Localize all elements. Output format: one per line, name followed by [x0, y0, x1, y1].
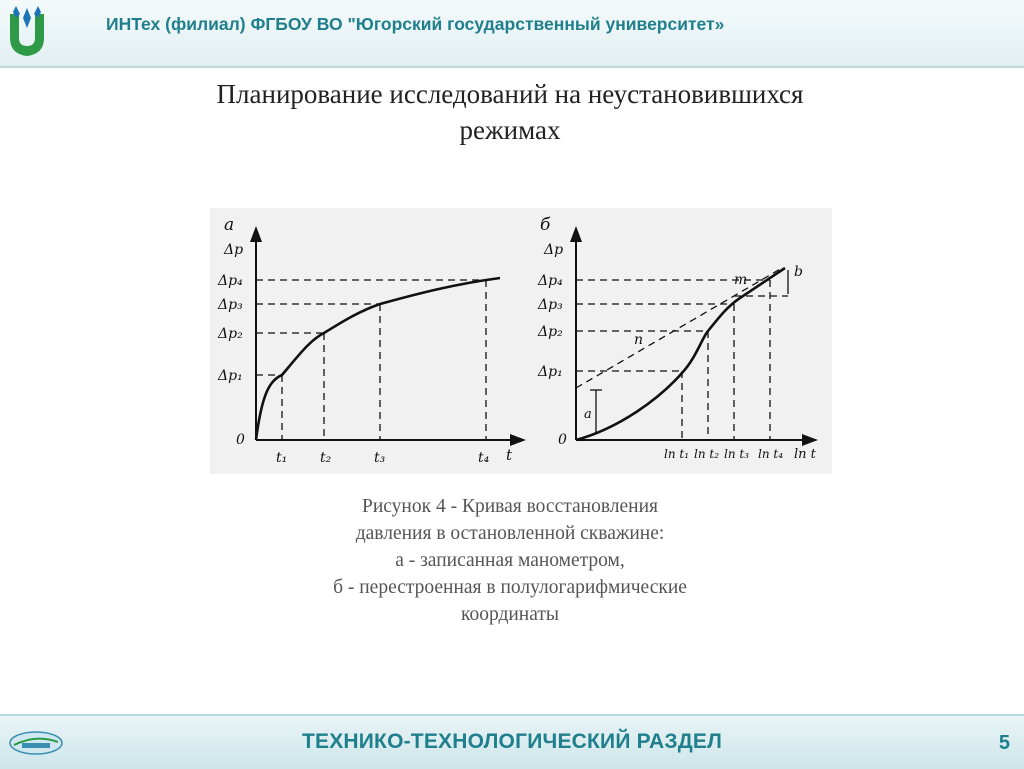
figure-svg — [210, 208, 832, 474]
graph-a-tick-dp4: Δp₄ — [218, 273, 243, 289]
caption-line4: б - перестроенная в полулогарифмические — [333, 577, 687, 598]
graph-b-tick-lnt2: ln t₂ — [694, 447, 720, 461]
footer-section-title: ТЕХНИКО-ТЕХНОЛОГИЧЕСКИЙ РАЗДЕЛ — [301, 730, 723, 753]
slide-title — [100, 76, 920, 148]
graph-a-origin: 0 — [236, 432, 245, 448]
slide-title-line2: режимах — [459, 115, 561, 145]
caption-line1: Рисунок 4 - Кривая восстановления — [362, 496, 658, 517]
graph-b-x-axis-label: ln t — [794, 447, 816, 462]
caption-line5: координаты — [460, 604, 560, 625]
graph-b-annotation-n: n — [634, 332, 644, 348]
graph-b-tick-dp1: Δp₁ — [538, 364, 563, 380]
graph-b-y-axis-label: Δp — [544, 242, 564, 258]
graph-b-origin: 0 — [558, 432, 567, 448]
graph-a-tick-t2: t₂ — [320, 450, 332, 466]
graph-b-tick-lnt1: ln t₁ — [664, 447, 690, 461]
graph-b-annotation-b: b — [794, 264, 803, 280]
graph-b-tick-lnt3: ln t₃ — [724, 447, 750, 461]
caption-line2: давления в остановленной скважине: — [355, 523, 665, 544]
university-emblem-icon — [4, 4, 50, 60]
graph-b-tick-dp2: Δp₂ — [538, 324, 563, 340]
slide-title-line1: Планирование исследований на неустановившихся — [216, 79, 804, 109]
header-title: ИНТех (филиал) ФГБОУ ВО "Югорский государственный университет» — [106, 14, 725, 34]
graph-a-tick-dp2: Δp₂ — [218, 326, 243, 342]
footer-bar — [0, 714, 1024, 769]
header-bar — [0, 0, 1024, 68]
graph-b-tick-dp3: Δp₃ — [538, 297, 563, 313]
graph-a-y-axis-label: Δp — [224, 242, 244, 258]
graph-a-label: а — [224, 215, 235, 235]
graph-b-label: б — [540, 215, 551, 235]
graph-b-annotation-a: a — [584, 407, 592, 422]
graph-a-tick-dp1: Δp₁ — [218, 368, 243, 384]
graph-a-tick-t3: t₃ — [374, 450, 386, 466]
caption-line3: а - записанная манометром, — [395, 550, 625, 571]
graph-a-tick-t1: t₁ — [276, 450, 288, 466]
graph-b-tick-lnt4: ln t₄ — [758, 447, 784, 461]
graph-a-x-axis-label: t — [506, 446, 513, 464]
figure-caption — [230, 493, 790, 628]
graph-b-tick-dp4: Δp₄ — [538, 273, 563, 289]
pressure-recovery-figure — [210, 208, 832, 474]
page-number: 5 — [998, 732, 1010, 754]
graph-a-tick-t4: t₄ — [478, 450, 490, 466]
graph-a-tick-dp3: Δp₃ — [218, 297, 243, 313]
graph-b-annotation-m: m — [734, 272, 748, 288]
